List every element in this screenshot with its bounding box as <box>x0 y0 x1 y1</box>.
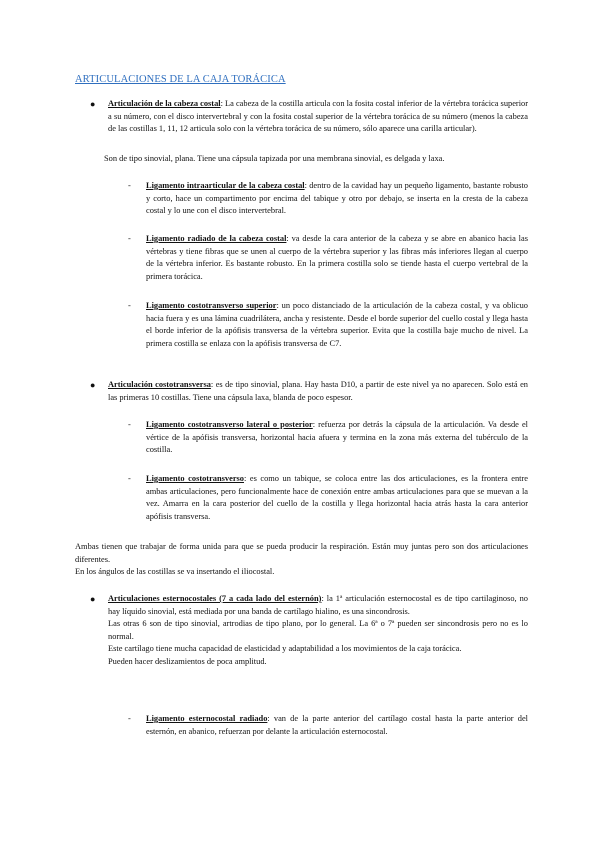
item-text: : van de la parte anterior del cartílago costal hasta la parte anterior del esternón, en abanico, refuerzan por delante la articulación esternocostal. <box>146 714 528 736</box>
item-heading: Ligamento radiado de la cabeza costal <box>146 234 287 243</box>
section-line: Este cartílago tiene mucha capacidad de elasticidad y adaptabilidad a los movimientos de la caja torácica. <box>108 644 462 654</box>
section-line: Pueden hacer deslizamientos de poca amplitud. <box>108 656 267 666</box>
dash-icon: - <box>128 301 131 310</box>
item-paragraph <box>146 300 528 350</box>
list-item <box>90 379 528 404</box>
section-heading: Articulación de la cabeza costal <box>108 99 221 108</box>
item-text: : refuerza por detrás la cápsula de la articulación. Va desde el vértice de la apófisis transversa, horizontal hacia afuera y termina en la zona más externa del tubérculo de la costilla. <box>146 420 529 455</box>
item-text: : un poco distanciado de la articulación de la cabeza costal, y va oblicuo hacia fuera y es una lámina cuadrilátera, ancha y resistente. Desde el borde superior del cuello costal y llega hasta el borde inferior de la apófisis transversa de la vértebra superior. Evita que la costilla baje mucho de nivel. La primera costilla se enlaza con la apófisis transversa de C7. <box>146 301 528 348</box>
item-heading: Ligamento esternocostal radiado <box>146 714 268 723</box>
paragraph-text: En los ángulos de las costillas se va insertando el iliocostal. <box>75 567 275 577</box>
item-heading: Ligamento costotransverso lateral o posterior <box>146 420 313 429</box>
section-text: : la 1ª articulación esternocostal es de tipo cartilaginoso, no hay líquido sinovial, está mediada por una banda de cartílago hialino, es una sincondrosis. <box>108 594 528 616</box>
dash-icon: - <box>128 420 131 429</box>
item-paragraph <box>146 180 528 218</box>
list-item <box>128 473 528 523</box>
section-paragraph <box>108 593 528 618</box>
section-paragraph <box>108 98 528 136</box>
paragraph-text: Ambas tienen que trabajar de forma unida para que se pueda producir la respiración. Están muy juntas pero son dos articulaciones diferentes. <box>75 542 528 564</box>
list-item <box>128 713 528 738</box>
section-note <box>104 153 524 166</box>
item-paragraph <box>146 473 528 523</box>
item-paragraph <box>146 713 528 738</box>
list-item <box>128 419 529 457</box>
item-heading: Ligamento intraarticular de la cabeza costal <box>146 181 305 190</box>
item-paragraph <box>146 419 528 457</box>
item-text: : va desde la cara anterior de la cabeza y se abre en abanico hacia las vértebras y tiene fibras que se unen al cuerpo de la vértebra superior y las fibras más inferiores llegan al cuerpo de la vértebra inferior. Es bastante robusto. En la primera costilla solo se tiende hasta el cuerpo vertebral de la primera torácica. <box>146 234 528 281</box>
bullet-icon: ● <box>90 380 96 390</box>
list-item <box>90 593 528 669</box>
section-heading: Articulación costotransversa <box>108 380 211 389</box>
body-paragraph <box>75 541 528 579</box>
item-text: : es como un tabique, se coloca entre las dos articulaciones, es la frontera entre ambas articulaciones, pero funcionalmente hace de conexión entre ambas articulaciones para que se muevan a la vez. Amarra en la cara posterior del cuello de la costilla y llega horizontal hacia atrás hasta la cara anterior apófisis transversa. <box>146 474 528 521</box>
page-title: ARTICULACIONES DE LA CAJA TORÁCICA <box>75 74 286 85</box>
item-paragraph <box>146 233 528 283</box>
dash-icon: - <box>128 714 131 723</box>
section-line: Las otras 6 son de tipo sinovial, artrodias de tipo plano, por lo general. La 6ª o 7ª pueden ser sincondrosis pero no es lo normal. <box>108 619 528 641</box>
dash-icon: - <box>128 474 131 483</box>
item-heading: Ligamento costotransverso superior <box>146 301 277 310</box>
dash-icon: - <box>128 234 131 243</box>
bullet-icon: ● <box>90 594 96 604</box>
dash-icon: - <box>128 181 131 190</box>
list-item <box>128 233 528 283</box>
item-text: : dentro de la cavidad hay un pequeño ligamento, bastante robusto y corto, hace un compartimento por encima del tabique y otro por debajo, se inserta en la cresta de la cabeza costal y lo une con el disco intervertebral. <box>146 181 528 216</box>
list-item <box>90 98 528 136</box>
list-item <box>128 180 528 218</box>
note-text: Son de tipo sinovial, plana. Tiene una cápsula tapizada por una membrana sinovial, es delgada y laxa. <box>104 154 445 163</box>
bullet-icon: ● <box>90 99 96 109</box>
section-text: : es de tipo sinovial, plana. Hay hasta D10, a partir de este nivel ya no aparecen. Solo está en las primeras 10 costillas. Tiene una cápsula laxa, blanda de poco espesor. <box>108 380 528 402</box>
item-heading: Ligamento costotransverso <box>146 474 244 483</box>
section-text: : La cabeza de la costilla articula con la fosita costal inferior de la vértebra torácica superior a su número, con el disco intervertebral y con la fosita costal superior de la vértebra torácica de su número (menos la cabeza de las costillas 1, 11, 12 articula solo con la vértebra torácica de su número, sólo aparece una carilla articular). <box>108 99 528 134</box>
list-item <box>128 300 528 350</box>
section-paragraph <box>108 379 528 404</box>
section-heading: Articulaciones esternocostales (7 a cada lado del esternón) <box>108 594 322 603</box>
